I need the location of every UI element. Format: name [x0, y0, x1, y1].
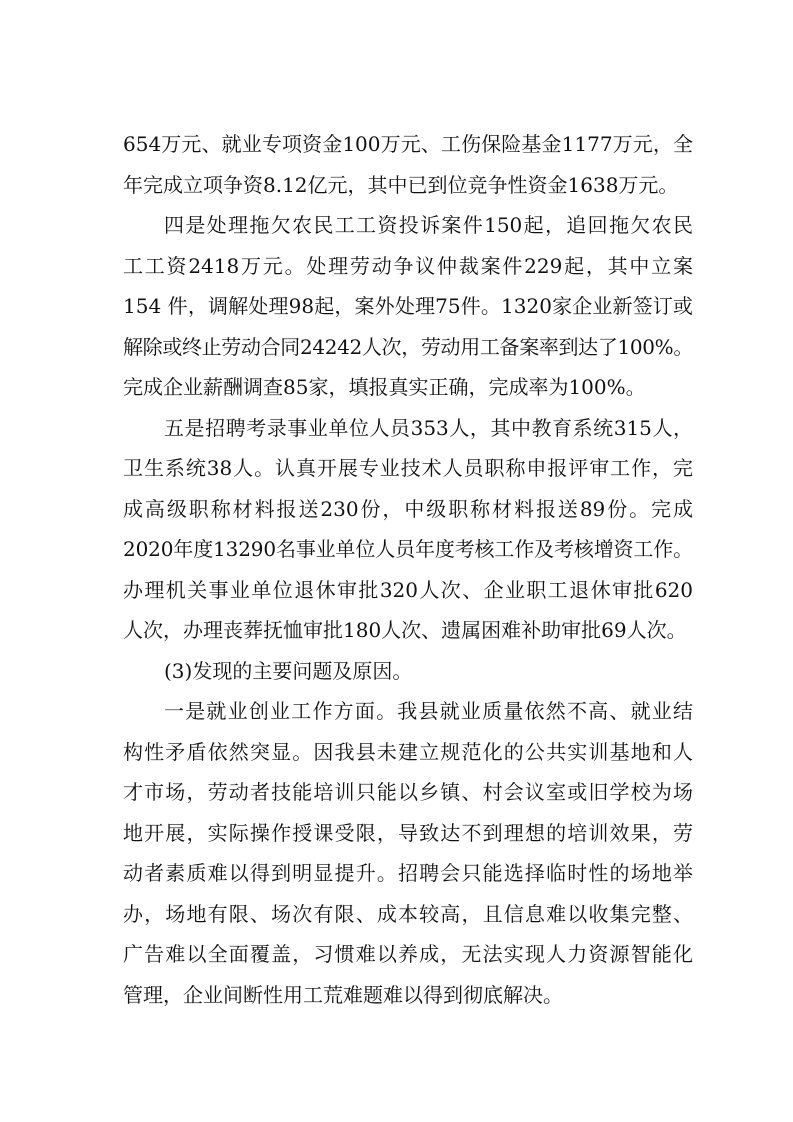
text-line: 四是处理拖欠农民工工资投诉案件150起，追回拖欠农民	[164, 213, 693, 237]
text-line: 一是就业创业工作方面。我县就业质量依然不高、就业结	[164, 699, 693, 723]
text-line: 154 件，调解处理98起，案外处理75件。1320家企业新签订或	[123, 294, 693, 318]
text-line: 地开展，实际操作授课受限，导致达不到理想的培训效果，劳	[123, 820, 693, 845]
text-line: 工工资2418万元。处理劳动争议仲裁案件229起，其中立案	[123, 253, 693, 278]
text-line: 解除或终止劳动合同24242人次，劳动用工备案率到达了100%。	[123, 334, 693, 359]
paragraph-funding-continued	[123, 124, 693, 205]
paragraph-item-four	[123, 205, 693, 408]
text-line: 管理，企业间断性用工荒难题难以得到彻底解决。	[123, 982, 563, 1007]
text-line: 成高级职称材料报送230份，中级职称材料报送89份。完成	[123, 496, 693, 521]
text-line: 654万元、就业专项资金100万元、工伤保险基金1177万元，全	[123, 132, 693, 156]
text-line: 卫生系统38人。认真开展专业技术人员职称申报评审工作，完	[123, 456, 693, 480]
paragraph-item-five	[123, 408, 693, 651]
text-line: 动者素质难以得到明显提升。招聘会只能选择临时性的场地举	[123, 861, 693, 885]
text-line: 构性矛盾依然突显。因我县未建立规范化的公共实训基地和人	[123, 739, 693, 764]
text-line: 五是招聘考录事业单位人员353人，其中教育系统315人，	[164, 415, 693, 440]
body-text	[123, 124, 693, 1015]
text-line: 办，场地有限、场次有限、成本较高，且信息难以收集完整、	[123, 901, 693, 926]
text-line: 2020年度13290名事业单位人员年度考核工作及考核增资工作。	[123, 537, 693, 561]
text-line: 人次，办理丧葬抚恤审批180人次、遗属困难补助审批69人次。	[123, 618, 687, 642]
text-line: 完成企业薪酬调查85家，填报真实正确，完成率为100%。	[123, 375, 646, 399]
text-line: 办理机关事业单位退休审批320人次、企业职工退休审批620	[123, 577, 693, 602]
text-line: 才市场，劳动者技能培训只能以乡镇、村会议室或旧学校为场	[123, 780, 693, 804]
section-heading	[123, 651, 693, 692]
paragraph-problem-one	[123, 691, 693, 1015]
text-line: (3)发现的主要问题及原因。	[164, 658, 413, 683]
text-line: 广告难以全面覆盖，习惯难以养成，无法实现人力资源智能化	[123, 942, 693, 966]
text-line: 年完成立项争资8.12亿元，其中已到位竞争性资金1638万元。	[123, 172, 679, 197]
